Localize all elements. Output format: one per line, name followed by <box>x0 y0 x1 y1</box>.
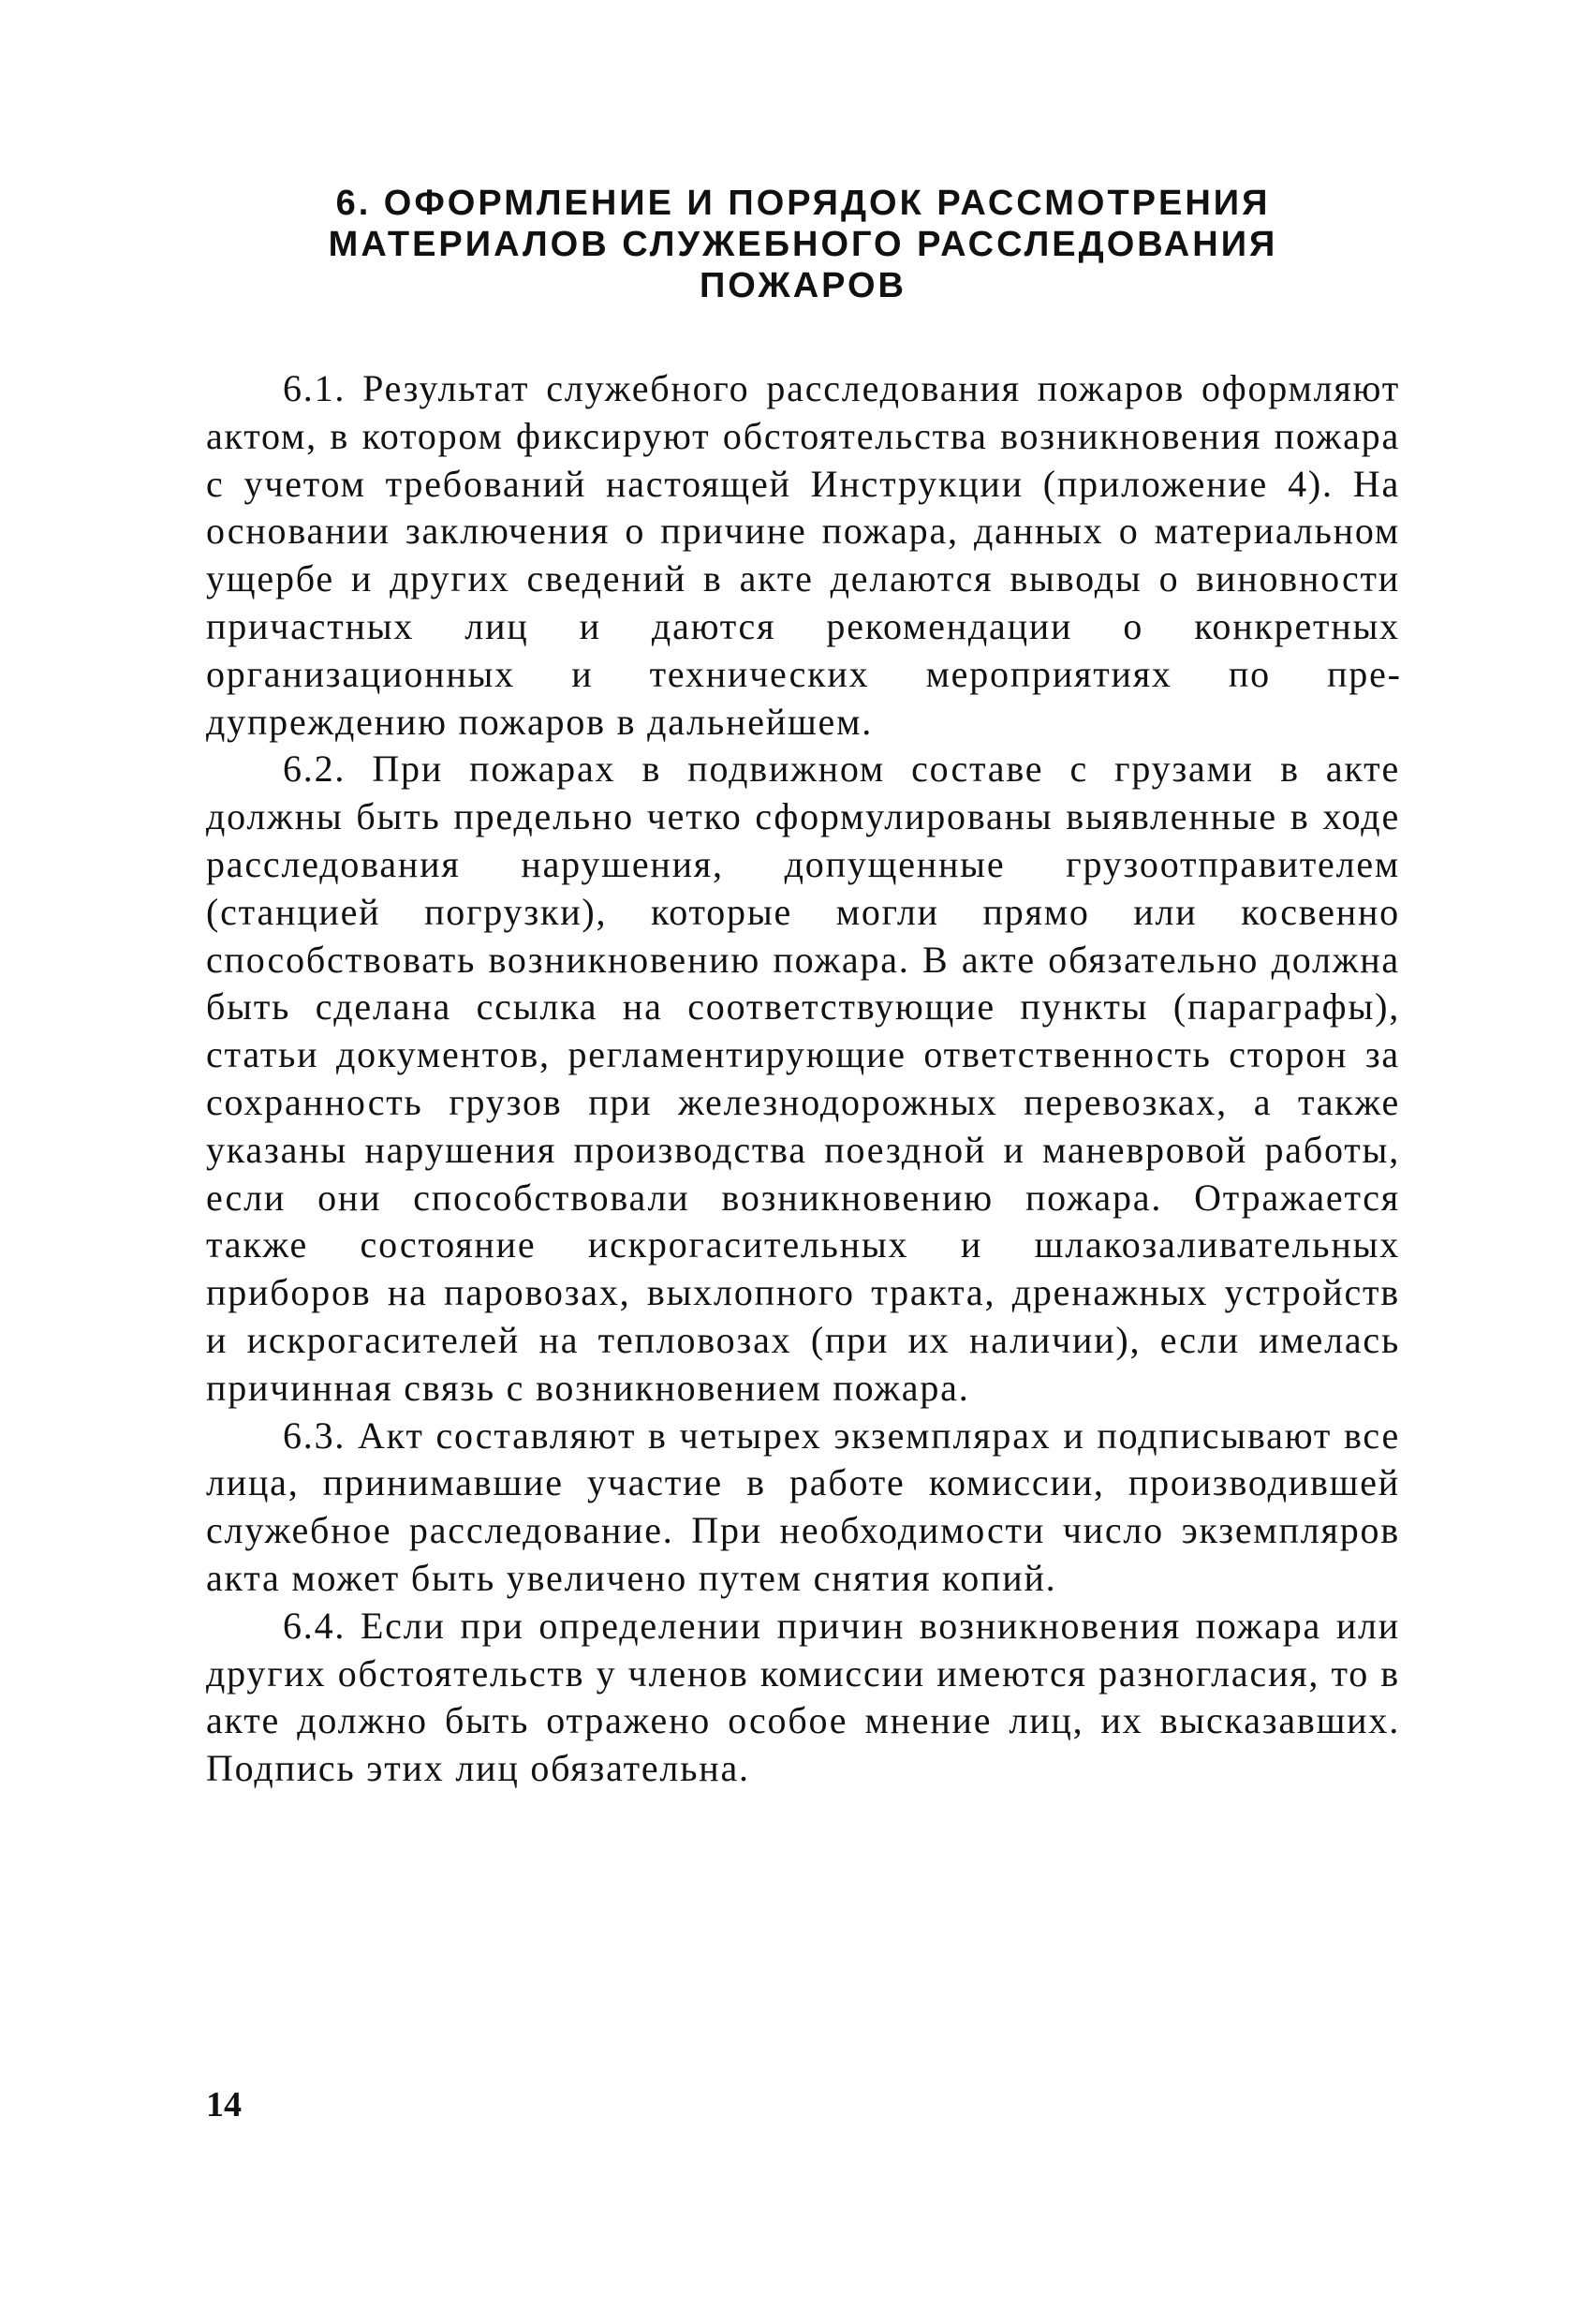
page-number: 14 <box>206 2085 242 2124</box>
paragraph-6-2: 6.2. При пожарах в подвижном составе с грузами в акте должны быть предельно четко сформулированы выявленные в ходе расследования нарушения, допущенные грузоотправителем (станцией погрузки), которые могли прямо или косвенно способствовать возникновению пожара. В акте обязательно должна быть сделана ссылка на соответствующие пункты (параграфы), статьи документов, регламентирующие ответственность сторон за сохранность грузов при железнодорожных перевозках, а также указаны нарушения производства поездной и маневровой работы, если они способствовали возникновению пожара. Отражается также состояние искрогасительных и шлакозаливательных приборов на паровозах, выхлопного тракта, дренажных устройств и искрогасителей на тепловозах (при их наличии), если имелась причинная связь с возникновением пожара. <box>206 748 1400 1409</box>
section-heading <box>206 183 1400 306</box>
document-page <box>206 183 1400 1793</box>
section-heading-line: ПОЖАРОВ <box>699 266 907 305</box>
paragraph-6-1: 6.1. Результат служебного расследования пожаров оформляют актом, в котором фиксируют обстоятельства возникновения пожара с учетом требований настоящей Инструкции (приложение 4). На основании заключения о причине пожара, данных о материальном ущербе и других сведений в акте делаются выводы о виновности причастных лиц и даются рекомендации о конкретных организационных и технических мероприятиях по предупреждению пожаров в дальнейшем. <box>206 367 1400 743</box>
section-heading-line: МАТЕРИАЛОВ СЛУЖЕБНОГО РАССЛЕДОВАНИЯ <box>328 225 1278 264</box>
paragraph-6-3: 6.3. Акт составляют в четырех экземплярах и подписывают все лица, принимавшие участие в работе комиссии, производившей служебное расследование. При необходимости число экземпляров акта может быть увеличено путем снятия копий. <box>206 1414 1400 1599</box>
paragraph-6-4: 6.4. Если при определении причин возникновения пожара или других обстоятельств у членов комиссии имеются разногласия, то в акте должно быть отражено особое мнение лиц, их высказавших. Подпись этих лиц обязательна. <box>206 1604 1400 1790</box>
section-heading-line: 6. ОФОРМЛЕНИЕ И ПОРЯДОК РАССМОТРЕНИЯ <box>335 184 1271 223</box>
